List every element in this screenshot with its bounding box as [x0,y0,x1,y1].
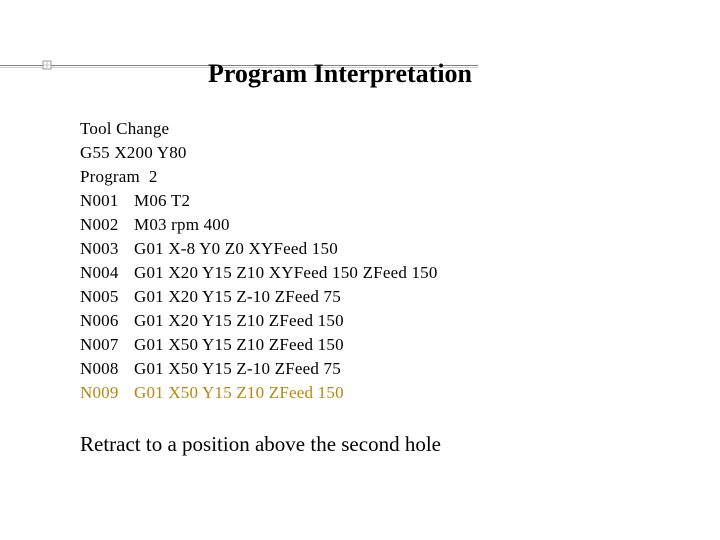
line-number: N006 [80,311,119,330]
line-text: G01 X50 Y15 Z10 ZFeed 150 [134,335,344,354]
line-text: G01 X20 Y15 Z-10 ZFeed 75 [134,287,341,306]
line-number: N001 [80,191,119,210]
program-line-n007 [80,333,438,357]
header-line [80,165,438,189]
line-text: M06 T2 [134,191,191,210]
program-line-n005 [80,285,438,309]
line-text: G01 X50 Y15 Z10 ZFeed 150 [134,383,344,402]
line-text: G01 X20 Y15 Z10 ZFeed 150 [134,311,344,330]
line-text: Tool Change [80,119,170,138]
program-line-n006 [80,309,438,333]
line-text: G01 X20 Y15 Z10 XYFeed 150 ZFeed 150 [134,263,438,282]
line-number: N003 [80,239,119,258]
header-line [80,141,438,165]
line-number: N008 [80,359,119,378]
program-line-n008 [80,357,438,381]
line-number: N007 [80,335,119,354]
header-line [80,117,438,141]
page-title: Program Interpretation [207,59,473,88]
program-line-n003 [80,237,438,261]
line-text: G55 X200 Y80 [80,143,187,162]
line-number: N005 [80,287,119,306]
line-text: Program 2 [80,167,158,186]
line-text: M03 rpm 400 [134,215,230,234]
program-line-n004 [80,261,438,285]
line-number: N002 [80,215,119,234]
line-number: N004 [80,263,119,282]
line-text: G01 X-8 Y0 Z0 XYFeed 150 [134,239,338,258]
program-line-n002 [80,213,438,237]
note-text: Retract to a position above the second hole [80,432,441,456]
program-line-n001 [80,189,438,213]
program-listing [80,117,438,405]
line-text: G01 X50 Y15 Z-10 ZFeed 75 [134,359,341,378]
program-line-n009 [80,381,438,405]
line-number: N009 [80,383,119,402]
